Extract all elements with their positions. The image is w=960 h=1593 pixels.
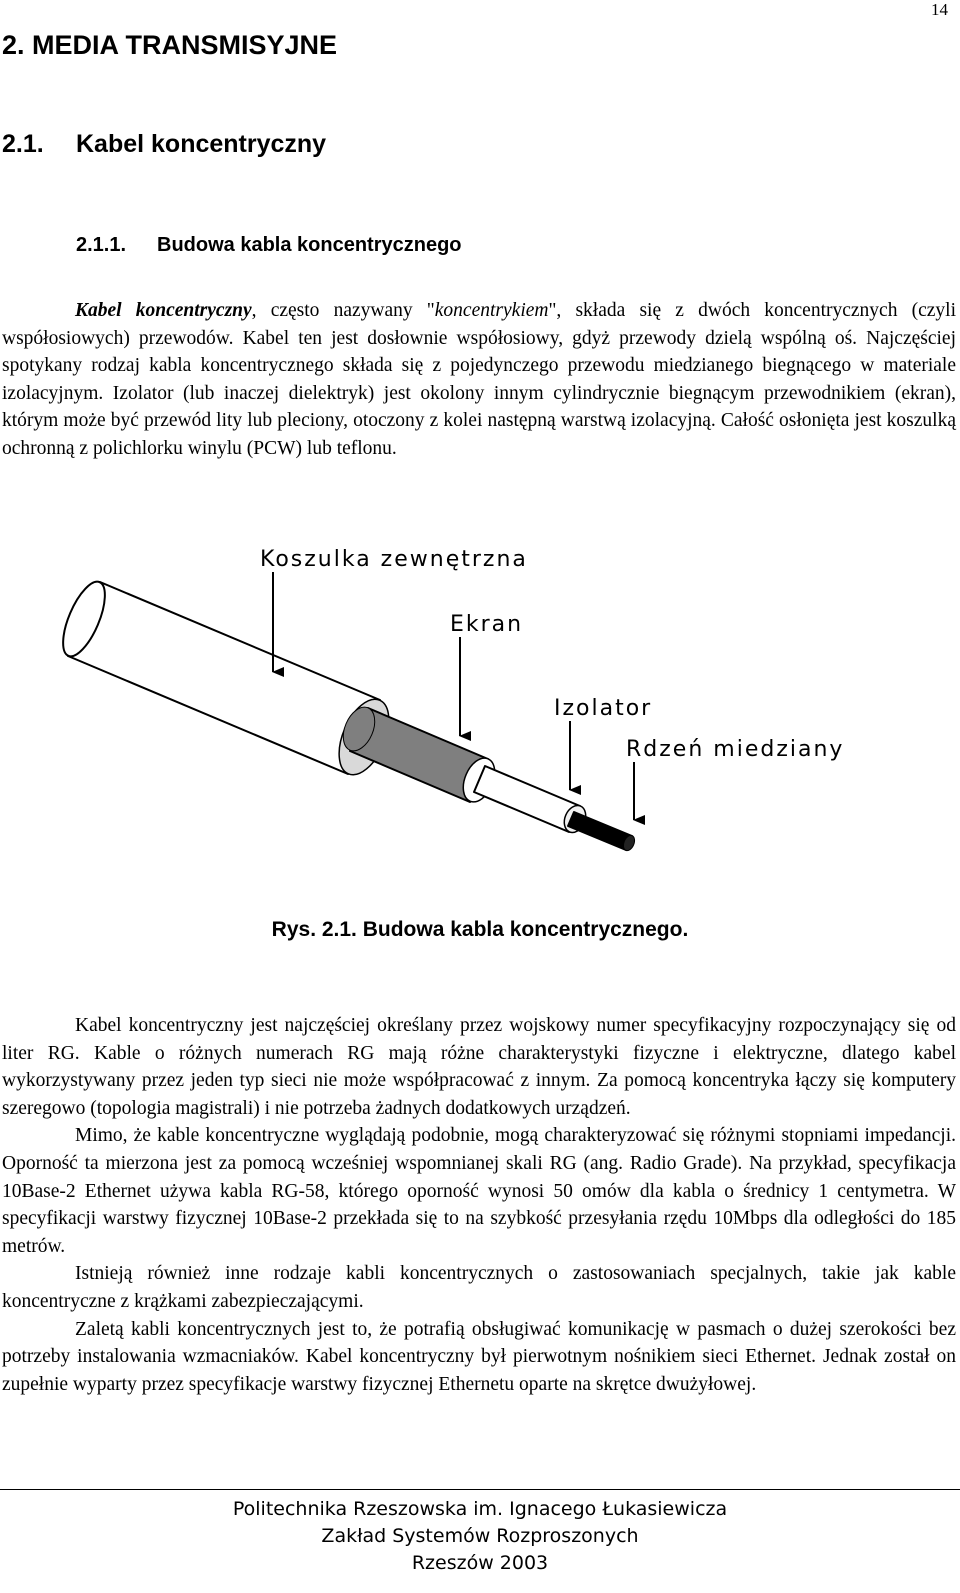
body-paragraph-4: Zaletą kabli koncentrycznych jest to, że potrafią obsługiwać komunikację w pasmach o dużej szerokości bez potrzeby instalowania wzmacniaków. Kabel koncentryczny był pierwotnym nośnikiem sieci Ethernet. Jednak został on zupełnie wyparty przez specyfikacje warstwy fizycznej Ethernetu oparte na skrętce dwużyłowej. [2,1318,956,1395]
subsection-heading [76,234,462,257]
copper-core-shape [568,812,637,852]
coax-cable-figure [60,530,900,910]
body-paragraph-2: Mimo, że kable koncentryczne wyglądają podobnie, mogą charakteryzować się różnymi stopniami impedancji. Oporność ta mierzona jest za pomocą wcześniej wspomnianej skali RG (ang. Radio Grade). Na przykład, specyfikacja 10Base-2 Ethernet używa kabla RG-58, którego oporność wynosi 50 omów dla kabla o średnicy 1 centymetra. W specyfikacji warstwy fizycznej 10Base-2 przekłada się to na szybkość przesyłania rzędu 10Mbps dla odległości do 185 metrów. [2,1125,956,1257]
chapter-heading: 2. MEDIA TRANSMISYJNE [2,30,338,60]
intro-paragraph [2,297,956,463]
label-jacket: Koszulka zewnętrzna [260,547,528,572]
section-number: 2.1. [2,130,44,158]
intro-term: Kabel koncentryczny [75,300,252,321]
body-paragraph-1: Kabel koncentryczny jest najczęściej określany przez wojskowy numer specyfikacyjny rozpoczynający się od liter RG. Kable o różnych numerach RG mają różne charakterystyki fizyczne i elektryczne, dlatego kabel wykorzystywany przez jeden typ sieci nie może współpracować z innym. Za pomocą koncentryka łączy się komputery szeregowo (topologia magistrali) i nie potrzeba żadnych dodatkowych urządzeń. [2,1015,956,1119]
label-core: Rdzeń miedziany [626,737,845,762]
footer-university: Politechnika Rzeszowska im. Ignacego Łukasiewicza [232,1498,728,1520]
section-heading [2,130,326,159]
outer-jacket-shape [60,576,399,782]
footer-department: Zakład Systemów Rozproszonych [321,1525,639,1547]
label-shield: Ekran [450,612,524,637]
subsection-number: 2.1.1. [76,234,127,256]
footer-divider [0,1489,960,1490]
body-paragraph-3: Istnieją również inne rodzaje kabli koncentrycznych o zastosowaniach specjalnych, takie jak kable koncentryczne z krążkami zabezpieczającymi. [2,1263,956,1312]
body-text [2,1012,956,1398]
page-number: 14 [931,0,948,19]
figure-caption: Rys. 2.1. Budowa kabla koncentrycznego. [271,918,689,941]
subsection-title: Budowa kabla koncentrycznego [157,234,462,256]
footer-place-year: Rzeszów 2003 [411,1552,549,1574]
intro-alias: koncentrykiem [434,300,549,321]
section-title: Kabel koncentryczny [76,130,327,158]
label-insulator: Izolator [554,696,653,721]
intro-part2: ", składa się z dwóch koncentrycznych (czyli współosiowych) przewodów. Kabel ten jest dosłownie współosiowy, gdyż przewody dzielą wspólną oś. Najczęściej spotykany rodzaj kabla koncentrycznego składa się z pojedynczego przewodu miedzianego biegnącego w materiale izolacyjnym. Izolator (lub inaczej dielektryk) jest okolony innym cylindrycznie biegnącym przewodnikiem (ekran), którym może być przewód lity lub pleciony, otoczony z kolei następną warstwą izolacyjną. Całość osłonięta jest koszulką ochronną z polichlorku winylu (PCW) lub teflonu. [2,300,957,459]
page-footer [0,1496,960,1577]
intro-part1: , często nazywany " [251,300,435,321]
